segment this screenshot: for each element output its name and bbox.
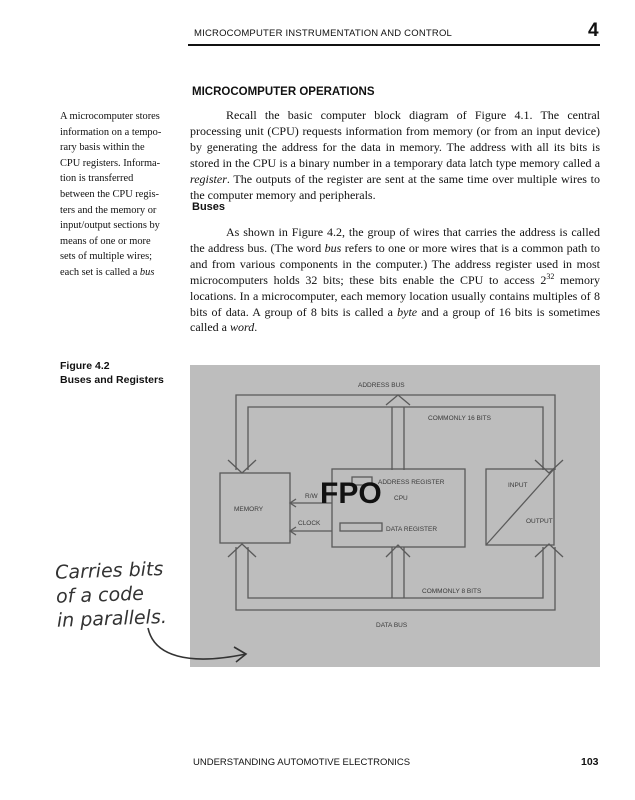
paragraph-2-term: byte [397,304,418,319]
annotation-line: in parallels. [56,605,168,632]
annotation-line: of a code [55,582,145,608]
paragraph-1-line: its bits is stored in the CPU is a binary number in a temporary data latch type [190,139,601,170]
figure-diagram [190,365,600,667]
output-label: OUTPUT [526,518,553,525]
annotation-line: Carries bits [54,558,164,584]
paragraph-2-line: refers to one or more wires that is a common [341,240,564,255]
margin-note-line: each set is called a [60,266,140,278]
paragraph-2-line: memory locations. In a microcomputer, each memory location usually [190,272,600,303]
margin-note-line: information on a tempo- [60,126,162,138]
paragraph-1-line: device) by generating the address for the data in memory. The address with all [190,123,601,154]
commonly-16-bits-label: COMMONLY 16 BITS [428,415,491,422]
margin-note-term: bus [139,266,155,278]
paragraph-1 [190,108,600,203]
figure-caption [60,359,164,387]
header-rule [188,44,600,46]
paragraph-1-line: . The outputs of the register are sent at the same time [226,171,489,186]
paragraph-1-line: Recall the basic computer block diagram of Figure 4.1. The central [226,108,600,122]
paragraph-2-line: contains multiples of 8 bits of data. A group of 8 bits is called a [190,288,601,319]
commonly-8-bits-label: COMMONLY 8 BITS [422,588,482,595]
figure-title: Buses and Registers [60,374,164,386]
footer-book-title: UNDERSTANDING AUTOMOTIVE ELECTRONICS [193,757,411,768]
figure-number: Figure 4.2 [60,360,110,372]
data-bus-label: DATA BUS [376,622,408,629]
paragraph-2-line: As shown in Figure 4.2, the group of wires that carries the address is called [226,225,600,239]
paragraph-2-line: path to and from various components in the computer.) The address register [190,240,601,271]
margin-note-line: between the CPU regis- [60,188,159,200]
memory-label: MEMORY [234,506,264,513]
margin-note-line: rary basis within the [60,142,145,154]
paragraph-2-line: the address bus. (The word [190,240,325,255]
fpo-label: FPO [320,477,382,510]
page-number: 103 [581,756,599,768]
input-label: INPUT [508,482,528,489]
paragraph-2-line: 2 [540,272,547,287]
paragraph-1-line: processing unit (CPU) requests information from memory (or from an input [190,123,561,138]
paragraph-2-line: . [254,320,258,335]
margin-note-line: input/output sections by [60,220,160,232]
margin-note-line: ters and the memory or [60,204,157,216]
paragraph-2-term: word [229,320,255,335]
margin-note-line: CPU registers. Informa- [60,157,161,169]
chapter-number: 4 [588,20,599,41]
paragraph-1-term: register [190,171,227,186]
paragraph-2-line: of 16 bits is sometimes called a [190,304,601,335]
cpu-label: CPU [394,495,408,502]
margin-note-line: A microcomputer stores [60,111,160,122]
exponent: 32 [546,271,555,281]
clock-label: CLOCK [298,520,321,527]
paragraph-2 [190,225,600,336]
paragraph-2-line: and a group [417,304,481,319]
paragraph-1-line: memory called a [519,155,601,170]
data-register-label: DATA REGISTER [386,526,438,533]
margin-note [60,109,182,281]
margin-note-line: sets of multiple wires; [60,251,153,263]
address-bus-label: ADDRESS BUS [358,382,405,389]
address-register-label: ADDRESS REGISTER [378,479,445,486]
running-head: MICROCOMPUTER INSTRUMENTATION AND CONTROL [194,28,453,39]
paragraph-2-line: used in most microcomputers holds 32 bits; these bits enable the CPU to access [190,256,600,287]
paragraph-1-line: over multiple wires to the computer memory and peripherals. [190,171,600,202]
section-title: MICROCOMPUTER OPERATIONS [192,86,375,98]
paragraph-2-term: bus [324,240,342,255]
rw-label: R/W [305,493,318,500]
annotation-arrow [140,620,250,670]
margin-note-line: means of one or more [60,235,151,247]
margin-note-line: tion is transferred [60,173,134,185]
subhead-buses: Buses [192,201,226,213]
